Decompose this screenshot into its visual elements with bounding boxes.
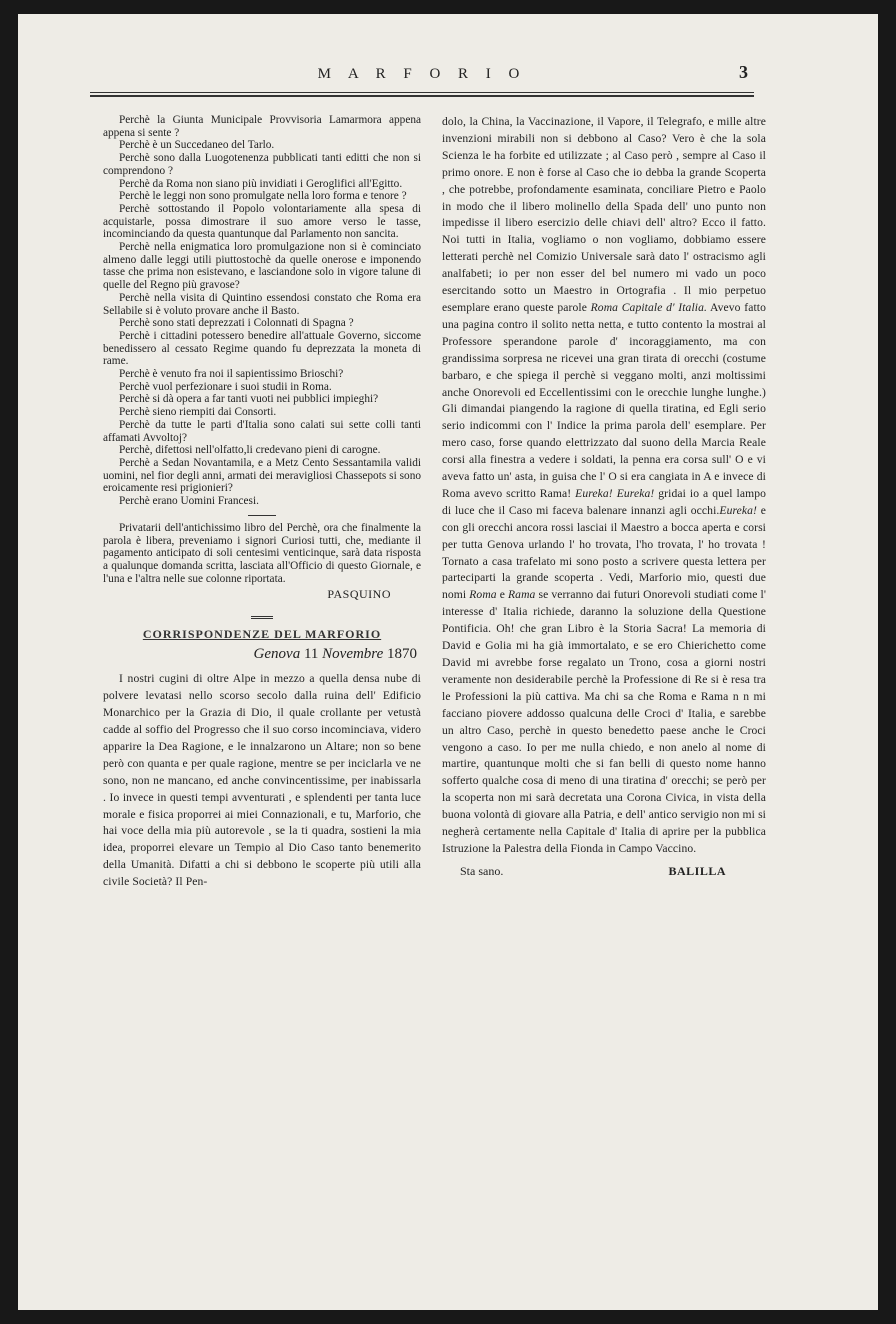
perche-list — [103, 114, 421, 602]
right-column — [442, 114, 766, 882]
perche-item: Perchè da Roma non siano più invidiati i Geroglifici all'Egitto. — [119, 177, 403, 190]
emphasis-roma: Roma — [469, 588, 497, 602]
letter-body-start — [103, 671, 421, 891]
perche-item: Perchè sottostando il Popolo volontariamente alla spesa di acquistarle, possa dimostrare il suo amore verso le tasse, incominciando da questa quantunque dal Parlamento non sancita. — [103, 202, 421, 241]
perche-item: Perchè si dà opera a far tanti vuoti nei pubblici impieghi? — [119, 393, 379, 406]
perche-item: Perchè nella visita di Quintino essendosi constato che Roma era Sellabile si è voluto provare anche il Basto. — [103, 291, 421, 317]
dateline — [103, 646, 417, 663]
perche-item: Perchè nella enigmatica loro promulgazione non si è cominciato almeno dalle leggi utili piuttostochè da quelle onerose e imponendo tasse che prima non esistevano, e lasciandone solo in vigore talune di quelle del Regno più gravose? — [103, 241, 421, 292]
perche-item: Perchè sono stati deprezzati i Colonnati di Spagna ? — [119, 317, 354, 330]
signature-balilla: BALILLA — [668, 863, 726, 878]
perche-item: Perchè sono dalla Luogotenenza pubblicati tanti editti che non si comprendono ? — [103, 152, 421, 177]
perche-item: Perchè vuol perfezionare i suoi studii in Roma. — [119, 380, 332, 393]
emphasis-phrase: Roma Capitale d' Italia. — [590, 300, 707, 314]
section-divider — [248, 515, 276, 516]
perche-item: Perchè i cittadini potessero benedire all'attuale Governo, siccome benedissero al cessato Regime quando fu deprezzata la moneta di rame. — [103, 329, 421, 368]
letter-paragraph: I nostri cugini di oltre Alpe in mezzo a quella densa nube di polvere levatasi nello scorso secolo dalla ruina dell' Edificio Monarchico per la Grazia di Dio, il quale crollante per vetustà cadde al soffio del Progresso che il suo corso incominciava, videro apparire la Dea Ragione, e le innalzarono un Altare; non so bene però con quanta e per quale ragione, mentre se per inciclarla ve ne sono, non ne mancano, ed anche convincentissime, per inabissarla . Io invece in questi tempi avventurati , e splendenti per tanta luce morale e fisica proporrei ai miei Connazionali, e tu, Marforio, che hai voce della mia più autorevole , se la ti quadra, sostieni la mia idea, proporrei elevare un Tempio al Dio Caso tanto benemerito della Umanità. Difatti a chi si debbono le scoperte più utili alla civile Società? Il Pen- — [103, 672, 421, 889]
letter-closing — [460, 864, 766, 882]
correspondence-heading: CORRISPONDENZE DEL MARFORIO — [142, 627, 382, 642]
perche-item: Perchè a Sedan Novantamila, e a Metz Cento Sessantamila validi uomini, nel fior degli anni, armati dei meravigliosi Chassepots si sono eroicamente resi prigionieri? — [103, 456, 421, 495]
text-run: se verranno dai futuri Onorevoli studiati come l' interesse d' Italia richiede, daranno la soluzione della Questione Pontificia. Oh! che gran Libro è la Storia Sacra! La memoria di David e Golia mi ha già immortalato, e se ero Chierichetto come David mi avrebbe forse regalato un Trono, cosa a giorni nostri veramente non desiderabile perchè la Professione di Re si è resa tra le Professioni la più cattiva. Ma chi sa che Roma e Rama n n mi facciano piovere addosso qualcuna delle Croci d' Italia, e sarebbe un altro Caso, perchè in questo benedetto paese anche le Croci vengono a caso. Io per me nulla chiedo, e non anelo al nome di martire, quantunque molti che si fan belli di questo nome hanno sofferto qualche cosa di meno di una tiratina d' orecchi; se però per la scoperta non mi sarà decretata una Corona Civica, in vista della buona volontà di giovare alla Patria, e dell' antico servigio non mi si negherà certamente nella Capitale d' Italia di aprire per la pubblica Istruzione la Palestra della Fionda in Campo Vaccino. — [442, 588, 767, 855]
text-run: Avevo fatto una pagina contro il solito netta netta, e tutto contento la mostrai al Professore sperandone parole d' incoraggiamento, ma con grandissima sorpresa ne ricevei una gran tirata di orecchi (costume barbaro, e che spiega il perchè si veggano molti, anzi moltissimi anche Onorevoli ed Eccellentissimi con le orecchie lunghe lunghe.) Gli dimandai piangendo la ragione di quella tiratina, ed Egli serio serio indicommi con l' Indice la prima parola dell' esemplare. Per mero caso, forse quando elettrizzato dal suono della Marcia Reale corsi alla finestra a vedere i soldati, la penna era corsa sull' O e vi aveva fatto un' asta, in guisa che l' O si era cangiata in A e invece di Roma avevo scritto Rama! — [442, 300, 766, 500]
dateline-day: 11 — [303, 646, 319, 663]
notice-paragraph: Privatarii dell'antichissimo libro del Perchè, ora che finalmente la parola è libera, preveniamo i signori Curiosi tutti, che, mediante il pagamento anticipato di soli centesimi venticinque, sarà data risposta a qualunque domanda scritta, lasciata all'Officio di questo Giornale, e l'una e l'altra nelle sue colonne riportata. — [103, 521, 421, 585]
text-run: e con gli orecchi ancora rossi lasciai il Maestro a bocca aperta e corsi per tutta Genova urlando l' ho trovata, l'ho trovata, l' ho trovata ! Tornato a casa trafelato mi sono posto a scrivere questa lettera per parteciparti la grande scoperta . Vedi, Marforio mio, questi due nomi — [442, 503, 766, 602]
perche-item: Perchè le leggi non sono promulgate nella loro forma e tenore ? — [119, 190, 407, 203]
emphasis-rama: Rama — [507, 588, 536, 602]
running-title: M A R F O R I O — [317, 66, 527, 82]
closing-phrase: Sta sano. — [460, 863, 504, 878]
perche-item: Perchè erano Uomini Francesi. — [119, 495, 259, 508]
text-run: gridai io a quel lampo di luce che il Caso mi faceva balenare innanzi agli occhi. — [442, 486, 767, 517]
dateline-place: Genova — [253, 646, 301, 663]
perche-item: Perchè da tutte le parti d'Italia sono calati sui sette colli tanti affamati Avvoltoj? — [103, 418, 421, 444]
dateline-month: Novembre — [322, 646, 384, 663]
letter-paragraph — [442, 114, 766, 858]
perche-item: Perchè è venuto fra noi il sapientissimo Brioschi? — [119, 368, 344, 381]
dateline-year: 1870 — [387, 646, 417, 663]
perche-item: Perchè è un Succedaneo del Tarlo. — [119, 139, 275, 152]
text-run: dolo, la China, la Vaccinazione, il Vapore, il Telegrafo, e mille altre invenzioni mirabili non si debbono al Caso? Vero è che la sola Scienza le ha forbite ed utilizzate ; al Caso però , sempre al Caso il primo onore. E non è forse al Caso che io debba la grande Scoperta , che potrebbe, profondamente esaminata, conciliare Pietro e Paolo in modo che il libero molinello della Spada dell' uno punto non impedisse il libero esercizio delle chiavi dell' altro? Ecco il fatto. Noi tutti in Italia, vogliamo o non vogliamo, dobbiamo essere letterati perchè nel Comizio Universale sarà dato l' ostracismo agli analfabeti; io per non esser del bel numero mi vado un poco esercitando sotto un Maestro in Ortografia . Il mio perpetuo esemplare erano queste parole — [442, 115, 766, 314]
emphasis-eureka: Eureka! Eureka! — [575, 486, 655, 500]
double-divider — [251, 616, 273, 619]
page-number: 3 — [739, 62, 748, 82]
perche-item: Perchè sieno riempiti dai Consorti. — [119, 406, 277, 419]
perche-item: Perchè la Giunta Municipale Provvisoria Lamarmora appena appena si sente ? — [103, 114, 421, 139]
emphasis-eureka: Eureka! — [719, 503, 758, 517]
newspaper-page — [18, 14, 878, 1310]
left-column — [103, 114, 421, 891]
header-rule — [90, 92, 754, 97]
masthead — [90, 62, 754, 112]
text-run: e — [499, 588, 505, 602]
letter-continuation — [442, 114, 766, 882]
perche-item: Perchè, difettosi nell'olfatto,li credevano pieni di carogne. — [119, 444, 381, 457]
signature-pasquino: PASQUINO — [327, 587, 391, 602]
